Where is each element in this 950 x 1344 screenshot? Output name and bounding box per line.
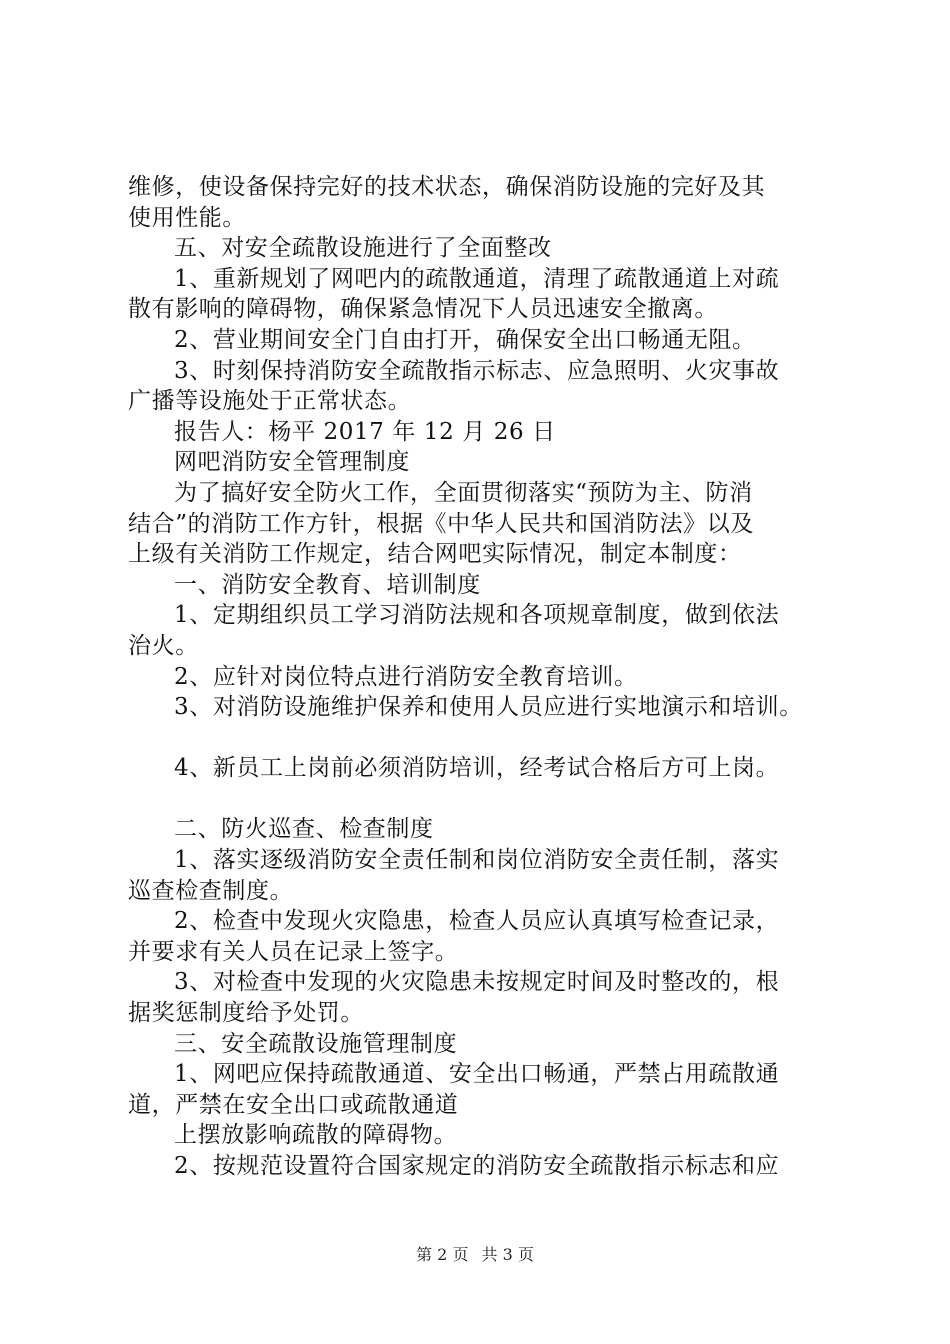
section-heading: 二、防火巡查、检查制度 xyxy=(174,816,434,843)
body-line: 1、重新规划了网吧内的疏散通道，清理了疏散通道上对疏 xyxy=(174,265,780,292)
body-line: 1、网吧应保持疏散通道、安全出口畅通，严禁占用疏散通 xyxy=(174,1061,780,1088)
document-title: 网吧消防安全管理制度 xyxy=(174,449,410,476)
body-line: 并要求有关人员在记录上签字。 xyxy=(128,938,459,965)
body-line: 4、新员工上岗前必须消防培训，经考试合格后方可上岗。 xyxy=(174,755,780,782)
body-line: 1、定期组织员工学习消防法规和各项规章制度，做到依法 xyxy=(174,602,780,629)
body-line: 使用性能。 xyxy=(128,204,246,231)
body-line: 结合”的消防工作方针，根据《中华人民共和国消防法》以及 xyxy=(128,510,754,537)
body-line: 据奖惩制度给予处罚。 xyxy=(128,1000,364,1027)
blank-line xyxy=(128,723,834,754)
body-line: 2、应针对岗位特点进行消防安全教育培训。 xyxy=(174,663,638,690)
body-line: 广播等设施处于正常状态。 xyxy=(128,388,412,415)
page-number: 第 2 页 xyxy=(416,1245,469,1264)
body-line: 1、落实逐级消防安全责任制和岗位消防安全责任制，落实 xyxy=(174,847,780,874)
body-line: 2、检查中发现火灾隐患，检查人员应认真填写检查记录， xyxy=(174,908,780,935)
body-line: 上级有关消防工作规定，结合网吧实际情况，制定本制度： xyxy=(128,541,742,568)
body-line: 3、时刻保持消防安全疏散指示标志、应急照明、火灾事故 xyxy=(174,357,780,384)
blank-line xyxy=(128,784,834,815)
report-signature: 报告人：杨平 2017 年 12 月 26 日 xyxy=(174,418,556,445)
body-line: 巡查检查制度。 xyxy=(128,877,294,904)
body-line: 为了搞好安全防火工作，全面贯彻落实“预防为主、防消 xyxy=(174,479,753,506)
section-heading: 五、对安全疏散设施进行了全面整改 xyxy=(174,235,552,262)
body-line: 2、按规范设置符合国家规定的消防安全疏散指示标志和应 xyxy=(174,1153,780,1179)
body-line: 上摆放影响疏散的障碍物。 xyxy=(174,1122,458,1149)
body-line: 散有影响的障碍物，确保紧急情况下人员迅速安全撤离。 xyxy=(128,296,718,323)
section-heading: 三、安全疏散设施管理制度 xyxy=(174,1030,458,1057)
body-line: 治火。 xyxy=(128,632,199,659)
body-line: 3、对消防设施维护保养和使用人员应进行实地演示和培训。 xyxy=(174,694,803,721)
body-line: 2、营业期间安全门自由打开，确保安全出口畅通无阻。 xyxy=(174,326,756,353)
page-footer xyxy=(0,1244,950,1266)
document-body xyxy=(128,172,834,1182)
section-heading: 一、消防安全教育、培训制度 xyxy=(174,571,481,598)
page-total: 共 3 页 xyxy=(481,1245,534,1264)
body-line: 3、对检查中发现的火灾隐患未按规定时间及时整改的，根 xyxy=(174,969,780,996)
body-line: 维修，使设备保持完好的技术状态，确保消防设施的完好及其 xyxy=(128,174,766,200)
body-line: 道，严禁在安全出口或疏散通道 xyxy=(128,1091,459,1118)
